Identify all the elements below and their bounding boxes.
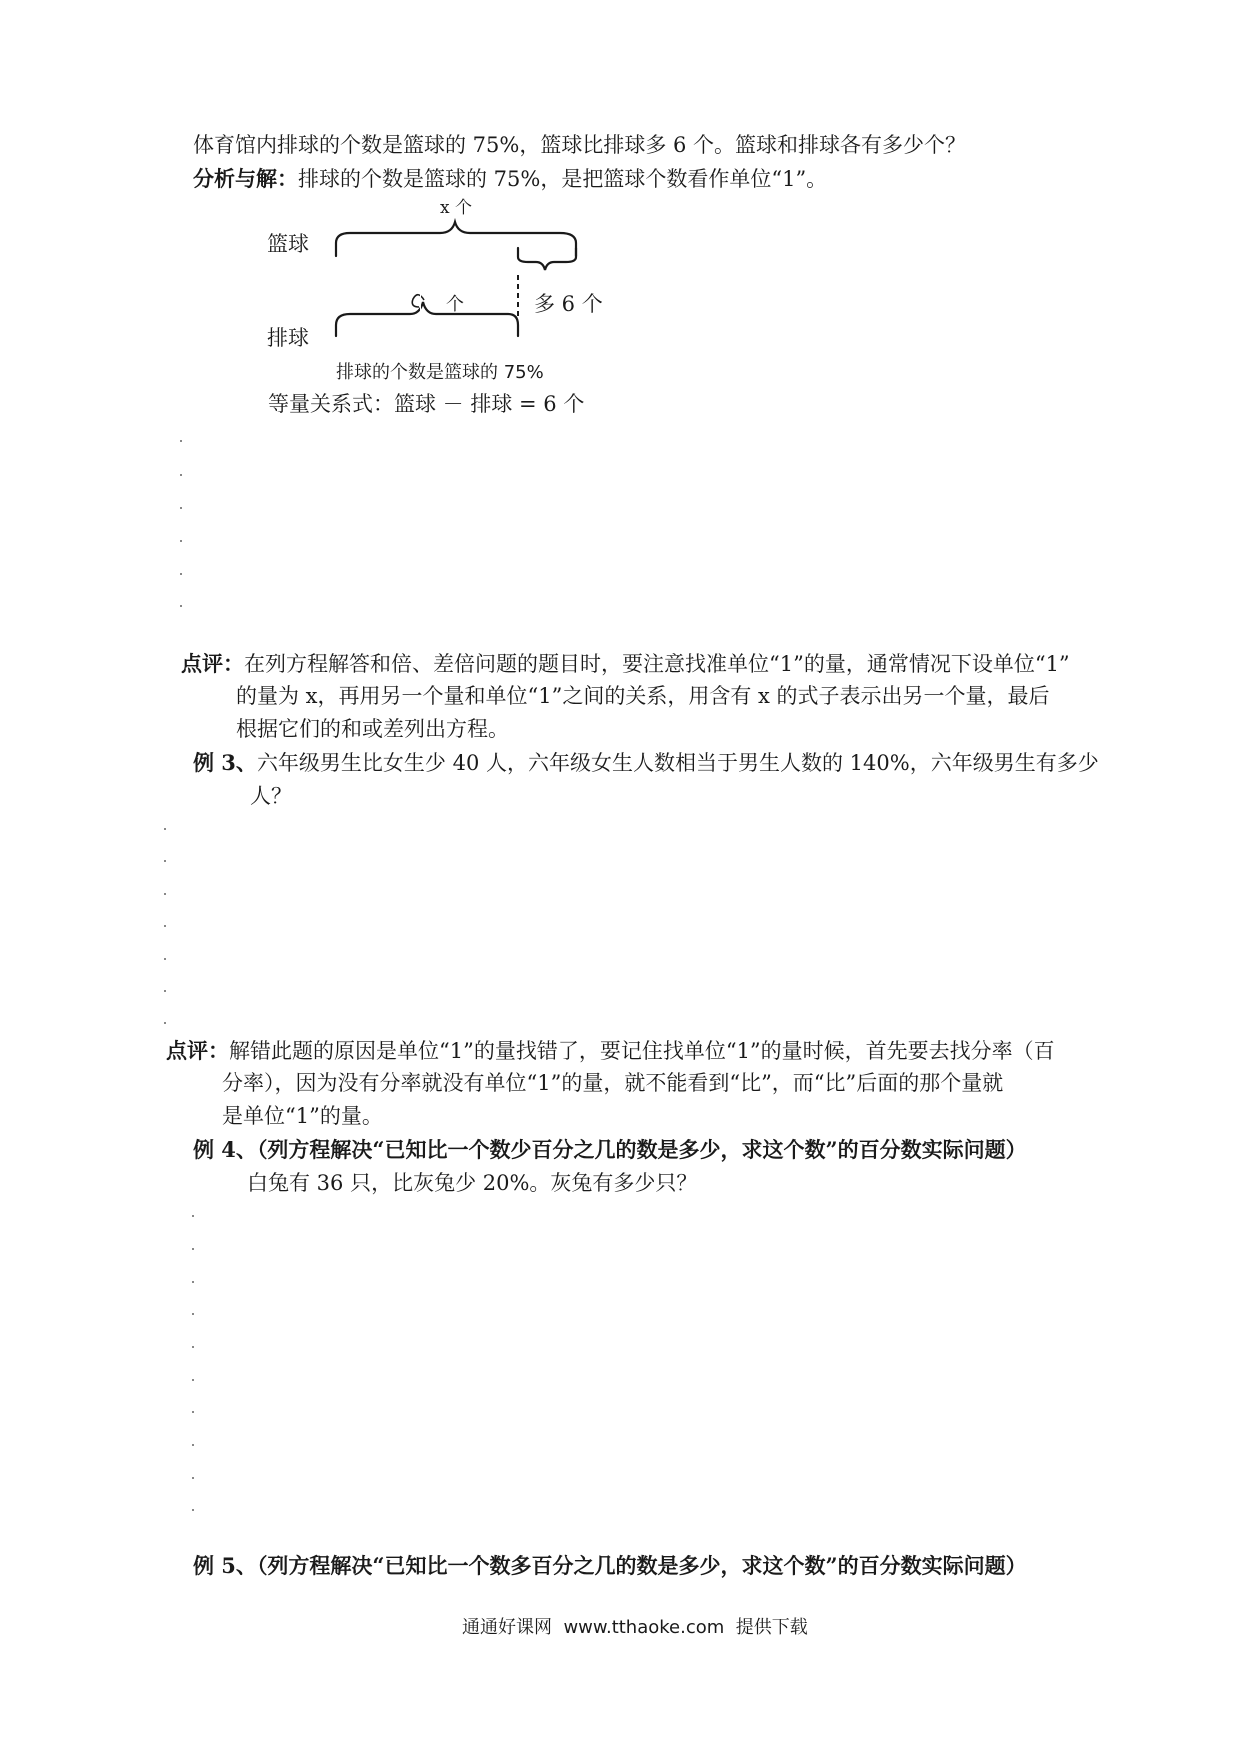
example4-title-line (193, 1137, 1027, 1162)
comment1-text: 在列方程解答和倍、差倍问题的题目时，要注意找准单位“1”的量，通常情况下设单位“1” (244, 652, 1070, 676)
comment2-text: 解错此题的原因是单位“1”的量找错了，要记住找单位“1”的量时候，首先要去找分率（百 (229, 1039, 1055, 1063)
volleyball-brace-label (420, 294, 421, 316)
diagram-caption: 排球的个数是篮球的 75% (336, 362, 544, 383)
example5-label: 例 5、 (193, 1553, 257, 1578)
spacer-dot (192, 1346, 194, 1348)
spacer-dot (180, 573, 182, 575)
spacer-dot (192, 1313, 194, 1315)
basketball-label: 篮球 (267, 232, 309, 256)
spacer-dot (164, 990, 166, 992)
analysis-label: 分析与解： (193, 166, 298, 191)
basketball-brace (336, 222, 576, 256)
spacer-dot (180, 440, 182, 442)
footer-site: 通通好课网 (462, 1617, 552, 1638)
difference-brace (518, 248, 576, 270)
spacer-dot (164, 828, 166, 830)
comment2-label: 点评： (166, 1038, 229, 1063)
example3-label: 例 3、 (193, 750, 257, 775)
footer-url[interactable]: www.tthaoke.com (563, 1617, 725, 1638)
comment1-line1 (181, 651, 1070, 677)
page-footer (462, 1617, 808, 1639)
comment1-label: 点评： (181, 651, 244, 676)
spacer-dot (192, 1281, 194, 1283)
analysis-text: 排球的个数是篮球的 75%，是把篮球个数看作单位“1”。 (298, 167, 828, 191)
volleyball-brace (336, 302, 518, 336)
example3-text: 六年级男生比女生少 40 人，六年级女生人数相当于男生人数的 140%，六年级男生有多少 (256, 751, 1099, 775)
spacer-dot (192, 1215, 194, 1217)
spacer-dot (180, 540, 182, 542)
spacer-dot (180, 605, 182, 607)
volleyball-count-unit: 个 (446, 294, 464, 315)
example4-label: 例 4、 (193, 1137, 257, 1162)
example5-title-line (193, 1553, 1027, 1578)
footer-provide: 提供下载 (735, 1617, 808, 1638)
spacer-dot (164, 925, 166, 927)
equation-relation: 等量关系式：篮球 － 排球 = 6 个 (268, 392, 585, 416)
example4-title: （列方程解决“已知比一个数少百分之几的数是多少，求这个数”的百分数实际问题） (256, 1137, 1027, 1162)
comment2-line1 (166, 1038, 1055, 1064)
comment2-line3: 是单位“1”的量。 (222, 1104, 383, 1128)
comment1-line3: 根据它们的和或差列出方程。 (236, 717, 509, 741)
spacer-dot (164, 893, 166, 895)
example4-question: 白兔有 36 只，比灰兔少 20%。灰兔有多少只？ (247, 1171, 698, 1195)
comment2-line2: 分率），因为没有分率就没有单位“1”的量，就不能看到“比”，而“比”后面的那个量就 (222, 1071, 1004, 1095)
volleyball-label: 排球 (267, 326, 309, 350)
spacer-dot (192, 1477, 194, 1479)
spacer-dot (192, 1411, 194, 1413)
spacer-dot (192, 1444, 194, 1446)
spacer-dot (164, 958, 166, 960)
example3-line2: 人？ (250, 784, 292, 808)
spacer-dot (180, 507, 182, 509)
spacer-dot (192, 1509, 194, 1511)
example3-line1 (193, 750, 1099, 776)
top-brace-label: x 个 (440, 198, 472, 218)
example5-title: （列方程解决“已知比一个数多百分之几的数是多少，求这个数”的百分数实际问题） (256, 1553, 1027, 1578)
difference-label: 多 6 个 (534, 292, 603, 316)
spacer-dot (164, 860, 166, 862)
spacer-dot (192, 1379, 194, 1381)
spacer-dot (164, 1022, 166, 1024)
problem-question: 体育馆内排球的个数是篮球的 75%，篮球比排球多 6 个。篮球和排球各有多少个？ (193, 133, 967, 157)
line-segment-diagram (0, 0, 1240, 420)
spacer-dot (180, 474, 182, 476)
spacer-dot (192, 1248, 194, 1250)
comment1-line2: 的量为 x，再用另一个量和单位“1”之间的关系，用含有 x 的式子表示出另一个量，最后 (236, 684, 1050, 708)
